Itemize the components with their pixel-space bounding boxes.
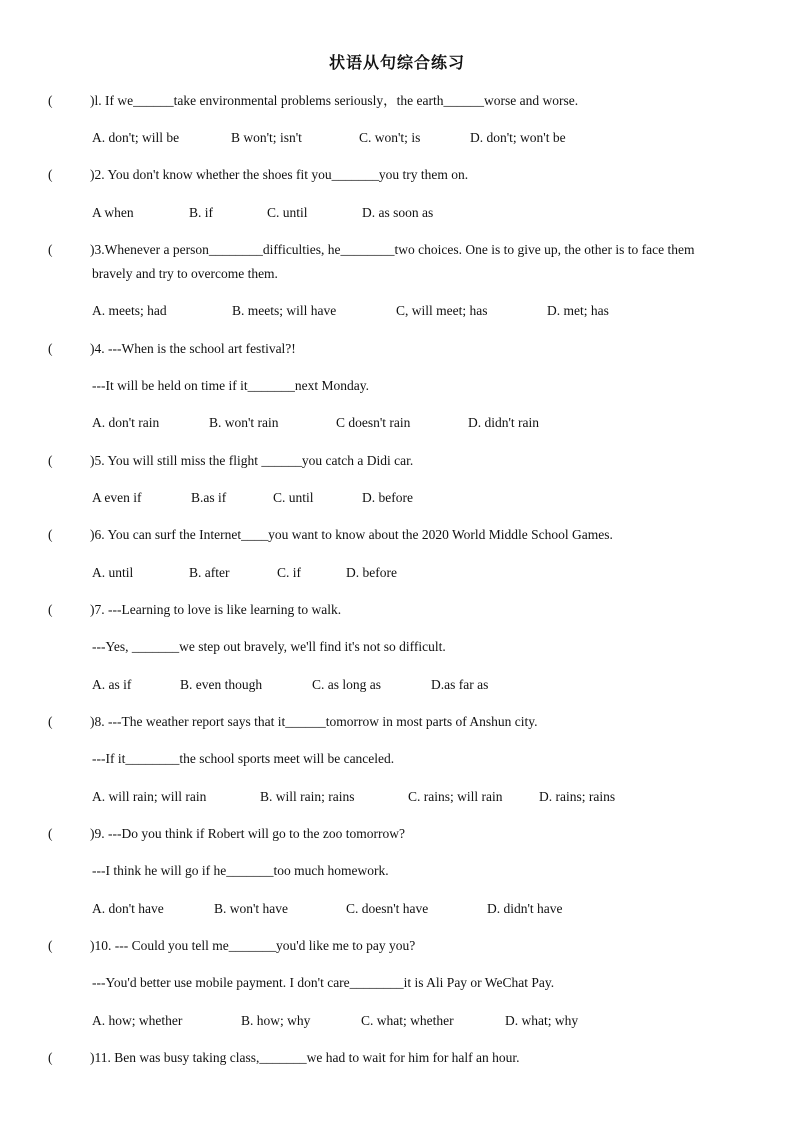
option-d: D. before bbox=[346, 565, 397, 580]
option-d: D. as soon as bbox=[362, 205, 434, 220]
option-b: B won't; isn't bbox=[231, 130, 302, 145]
option-a: A. until bbox=[92, 565, 134, 580]
question-stem: )5. You will still miss the flight ______you catch a Didi car. bbox=[90, 453, 414, 468]
question-stem-continued: ---I think he will go if he_______too much homework. bbox=[92, 863, 389, 878]
question-stem-continued: bravely and try to overcome them. bbox=[92, 266, 278, 281]
option-b: B. how; why bbox=[241, 1013, 311, 1028]
option-d: D. met; has bbox=[547, 303, 609, 318]
option-b: B. meets; will have bbox=[232, 303, 337, 318]
option-a: A when bbox=[92, 205, 134, 220]
question-stem: )2. You don't know whether the shoes fit you_______you try them on. bbox=[90, 167, 469, 182]
answer-paren: ( bbox=[48, 453, 53, 468]
question-stem-continued: ---It will be held on time if it_______next Monday. bbox=[92, 378, 369, 393]
option-d: D. rains; rains bbox=[539, 789, 616, 804]
option-b: B.as if bbox=[191, 490, 227, 505]
question-stem: )3.Whenever a person________difficulties, he________two choices. One is to give up, the other is to face them bbox=[90, 242, 695, 257]
option-d: D. didn't rain bbox=[468, 415, 540, 430]
option-b: B. even though bbox=[180, 677, 263, 692]
question-stem-continued: ---If it________the school sports meet will be canceled. bbox=[92, 751, 395, 766]
answer-paren: ( bbox=[48, 938, 53, 953]
answer-paren: ( bbox=[48, 527, 53, 542]
option-a: A. will rain; will rain bbox=[92, 789, 207, 804]
option-d: D. didn't have bbox=[487, 901, 563, 916]
question-stem: )8. ---The weather report says that it______tomorrow in most parts of Anshun city. bbox=[90, 714, 538, 729]
answer-paren: ( bbox=[48, 602, 53, 617]
option-a: A even if bbox=[92, 490, 142, 505]
option-c: C. until bbox=[267, 205, 308, 220]
option-c: C. won't; is bbox=[359, 130, 421, 145]
option-c: C doesn't rain bbox=[336, 415, 411, 430]
option-c: C. doesn't have bbox=[346, 901, 429, 916]
question-stem: )9. ---Do you think if Robert will go to the zoo tomorrow? bbox=[90, 826, 405, 841]
answer-paren: ( bbox=[48, 242, 53, 257]
option-a: A. how; whether bbox=[92, 1013, 183, 1028]
option-d: D. don't; won't be bbox=[470, 130, 566, 145]
answer-paren: ( bbox=[48, 341, 53, 356]
question-stem-continued: ---You'd better use mobile payment. I don't care________it is Ali Pay or WeChat Pay. bbox=[92, 975, 555, 990]
option-b: B. won't have bbox=[214, 901, 289, 916]
question-stem: )4. ---When is the school art festival?! bbox=[90, 341, 296, 356]
question-stem: )l. If we______take environmental problems seriously，the earth______worse and worse. bbox=[90, 93, 579, 108]
option-c: C. as long as bbox=[312, 677, 381, 692]
option-d: D.as far as bbox=[431, 677, 489, 692]
question-stem: )11. Ben was busy taking class,_______we had to wait for him for half an hour. bbox=[90, 1050, 520, 1065]
option-b: B. won't rain bbox=[209, 415, 279, 430]
option-c: C. rains; will rain bbox=[408, 789, 503, 804]
option-a: A. as if bbox=[92, 677, 132, 692]
option-a: A. meets; had bbox=[92, 303, 167, 318]
option-d: D. before bbox=[362, 490, 413, 505]
answer-paren: ( bbox=[48, 167, 53, 182]
option-d: D. what; why bbox=[505, 1013, 579, 1028]
option-c: C. what; whether bbox=[361, 1013, 454, 1028]
option-a: A. don't; will be bbox=[92, 130, 180, 145]
answer-paren: ( bbox=[48, 93, 53, 108]
answer-paren: ( bbox=[48, 1050, 53, 1065]
question-stem: )7. ---Learning to love is like learning to walk. bbox=[90, 602, 342, 617]
question-stem-continued: ---Yes, _______we step out bravely, we'll find it's not so difficult. bbox=[92, 639, 446, 654]
answer-paren: ( bbox=[48, 826, 53, 841]
answer-paren: ( bbox=[48, 714, 53, 729]
page-title: 状语从句综合练习 bbox=[328, 53, 465, 72]
option-b: B. will rain; rains bbox=[260, 789, 355, 804]
option-b: B. after bbox=[189, 565, 230, 580]
option-c: C, will meet; has bbox=[396, 303, 488, 318]
option-c: C. if bbox=[277, 565, 302, 580]
option-a: A. don't rain bbox=[92, 415, 160, 430]
question-stem: )10. --- Could you tell me_______you'd like me to pay you? bbox=[90, 938, 416, 953]
option-a: A. don't have bbox=[92, 901, 164, 916]
option-b: B. if bbox=[189, 205, 214, 220]
option-c: C. until bbox=[273, 490, 314, 505]
question-stem: )6. You can surf the Internet____you want to know about the 2020 World Middle School Games. bbox=[90, 527, 613, 542]
